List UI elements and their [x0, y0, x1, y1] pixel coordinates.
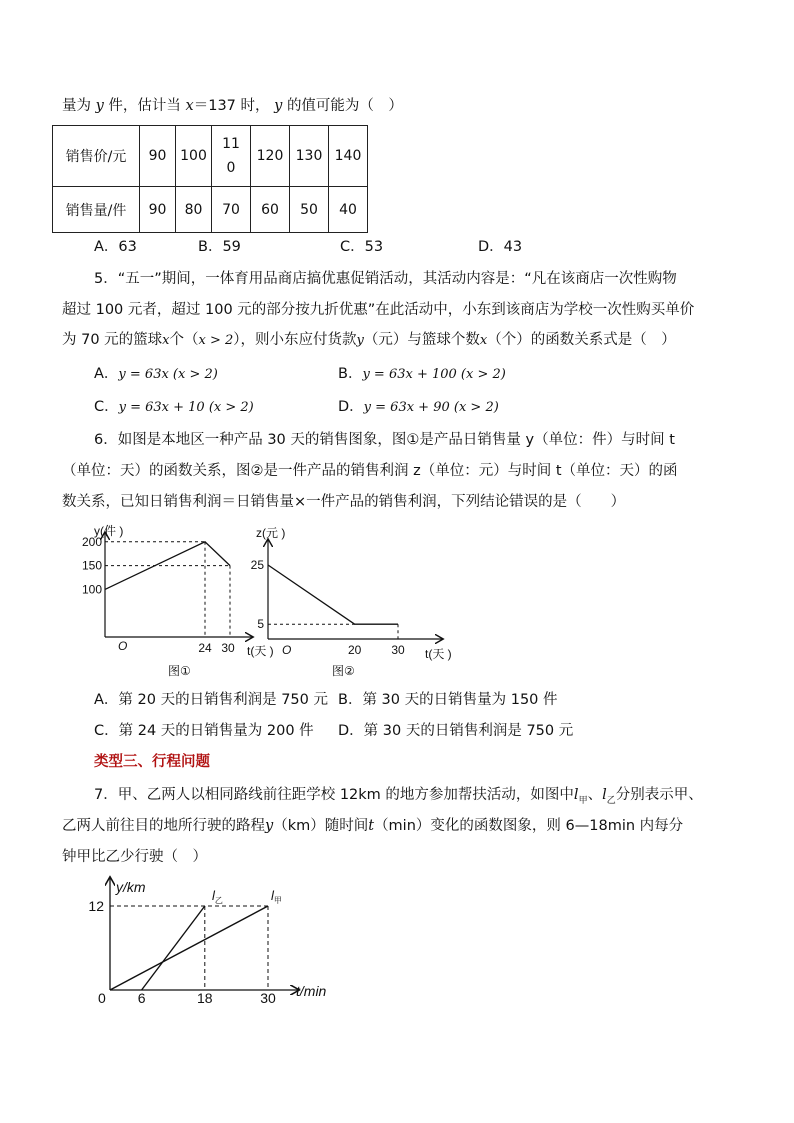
fig1-xtick: 30 [221, 641, 235, 655]
fig3-origin: 0 [98, 990, 106, 1006]
fig3-xtick: 30 [260, 990, 276, 1006]
figure-2-chart [252, 518, 464, 683]
distance-time-chart [88, 872, 348, 1004]
fig2-xtick: 30 [391, 643, 405, 657]
table-cell: 140 [329, 126, 368, 187]
q5-line1: 5．“五一”期间，一体育用品商店搞优惠促销活动，其活动内容是：“凡在该商店一次性购物 [94, 271, 677, 287]
figure-1-chart [80, 518, 280, 683]
fig1-ytick: 200 [81, 534, 102, 549]
table-cell: 120 [251, 126, 290, 187]
q6-line1: 6．如图是本地区一种产品 30 天的销售图象，图①是产品日销售量 y（单位：件）与时间 t [94, 432, 675, 448]
fig1-ytick: 150 [81, 558, 102, 573]
fig1-xtick: 24 [198, 641, 212, 655]
sales-table [52, 125, 368, 233]
fig1-origin: O [118, 639, 128, 653]
q4-option-c: C．53 [340, 239, 384, 255]
q4-option-a: A．63 [94, 239, 137, 255]
q6-option-a: A．第 20 天的日销售利润是 750 元 [94, 692, 328, 708]
table-header-cell: 销售量/件 [53, 187, 140, 233]
table-cell: 90 [140, 187, 176, 233]
table-cell: 100 [176, 126, 212, 187]
fig3-xlabel: t/min [296, 983, 327, 999]
section-heading: 类型三、行程问题 [94, 754, 210, 770]
table-row [53, 187, 368, 233]
fig1-xlabel: t(天 ) [247, 644, 274, 658]
fig3-xtick: 6 [137, 990, 146, 1006]
q6-option-b: B．第 30 天的日销售量为 150 件 [338, 692, 558, 708]
q6-line3: 数关系，已知日销售利润＝日销售量×一件产品的销售利润，下列结论错误的是（ ） [62, 494, 626, 510]
table-cell: 70 [212, 187, 251, 233]
q7-line2: 乙两人前往目的地所行驶的路程y（km）随时间t（min）变化的函数图象，则 6—18min 内每分 [62, 818, 684, 834]
q7-line1: 7．甲、乙两人以相同路线前往距学校 12km 的地方参加帮扶活动，如图中$l_甲$、$l_乙$分别表示甲、 [94, 787, 703, 806]
q4-option-b: B．59 [198, 239, 241, 255]
q4-intro: 量为 y 件，估计当 x＝137 时， y 的值可能为（ ） [62, 98, 403, 114]
fig3-ylabel: y/km [116, 879, 146, 895]
table-cell: 130 [290, 126, 329, 187]
q5-option-a: A．y = 63x (x > 2) [94, 366, 218, 382]
fig2-ytick: 5 [257, 617, 264, 632]
fig2-ylabel: z(元 ) [256, 526, 286, 540]
fig3-xtick: 18 [197, 990, 213, 1006]
q7-line3: 钟甲比乙少行驶（ ） [62, 849, 207, 865]
table-cell: 90 [140, 126, 176, 187]
fig2-ytick: 25 [250, 558, 264, 572]
table-cell: 60 [251, 187, 290, 233]
q5-option-c: C．y = 63x + 10 (x > 2) [94, 399, 254, 415]
label-jia: $l_甲$ [271, 888, 282, 905]
fig1-ytick: 100 [81, 582, 102, 597]
line-yi [142, 906, 205, 990]
q5-option-d: D．y = 63x + 90 (x > 2) [338, 399, 499, 415]
fig1-ylabel: y(件 ) [94, 524, 124, 538]
line-jia [110, 906, 268, 990]
fig2-series-line [268, 565, 398, 624]
table-cell: 40 [329, 187, 368, 233]
fig3-ytick: 12 [88, 898, 104, 914]
q6-line2: （单位：天）的函数关系，图②是一件产品的销售利润 z（单位：元）与时间 t（单位：天）的函 [62, 463, 678, 479]
table-cell: 11 0 [212, 126, 251, 187]
fig2-xlabel: t(天 ) [425, 647, 452, 661]
q5-option-b: B．y = 63x + 100 (x > 2) [338, 366, 506, 382]
table-row [53, 126, 368, 187]
label-yi: $l_乙$ [212, 888, 223, 905]
q6-option-c: C．第 24 天的日销售量为 200 件 [94, 723, 314, 739]
fig1-caption: 图① [168, 664, 191, 678]
table-header-cell: 销售价/元 [53, 126, 140, 187]
q5-line3: 为 70 元的篮球x个（x > 2），则小东应付货款y（元）与篮球个数x（个）的函数关系式是（ ） [62, 332, 676, 348]
table-cell: 80 [176, 187, 212, 233]
q6-option-d: D．第 30 天的日销售利润是 750 元 [338, 723, 574, 739]
fig2-xtick: 20 [347, 643, 362, 657]
q5-line2: 超过 100 元者，超过 100 元的部分按九折优惠”在此活动中，小东到该商店为学校一次性购买单价 [62, 302, 695, 318]
fig2-caption: 图② [332, 664, 355, 678]
fig2-origin: O [282, 643, 292, 657]
table-cell: 50 [290, 187, 329, 233]
q4-option-d: D．43 [478, 239, 523, 255]
